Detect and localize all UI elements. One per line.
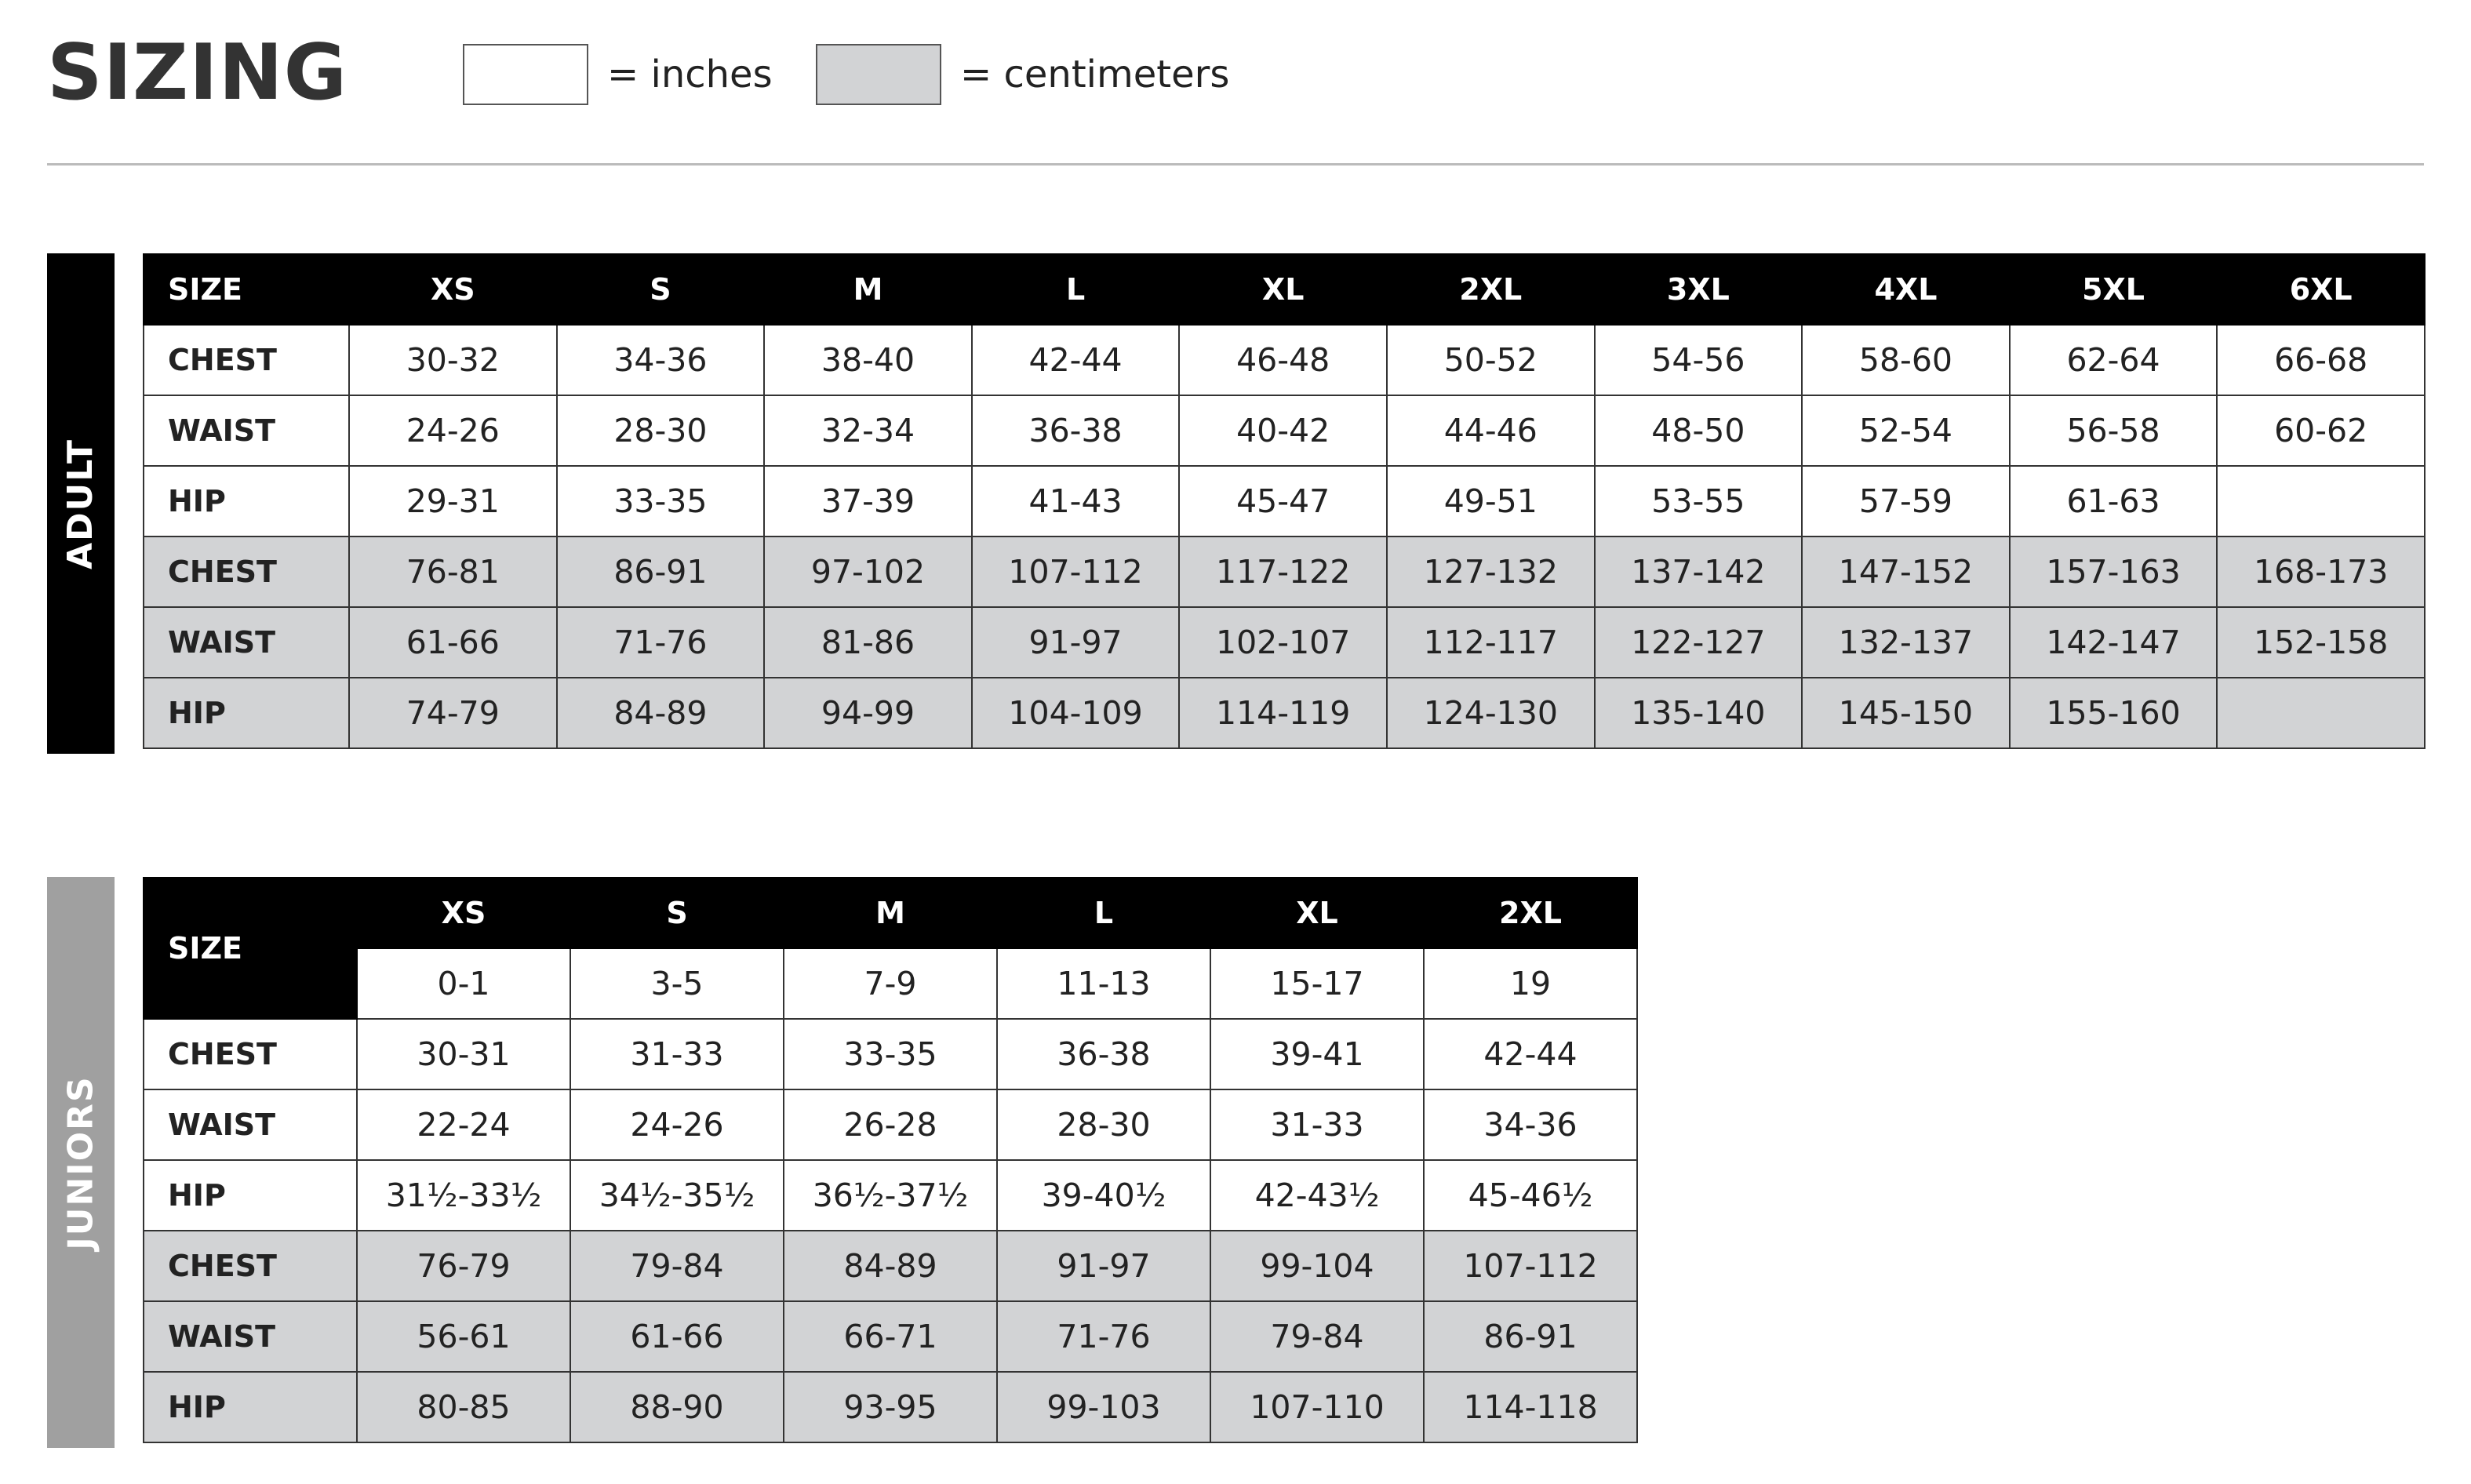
table-cell: 91-97: [997, 1231, 1210, 1301]
adult-size-col: XS: [349, 254, 557, 325]
table-cell: 34½-35½: [570, 1160, 784, 1231]
table-cell: 41-43: [972, 466, 1180, 536]
table-cell: 107-112: [972, 536, 1180, 607]
table-cell: 34-36: [557, 325, 765, 395]
table-cell: 79-84: [1210, 1301, 1424, 1372]
table-cell: 38-40: [764, 325, 972, 395]
adult-inches-waist-row: [144, 395, 2425, 466]
table-cell: 32-34: [764, 395, 972, 466]
row-label: CHEST: [144, 1231, 357, 1301]
juniors-size-col: L: [997, 878, 1210, 948]
table-cell: 24-26: [349, 395, 557, 466]
table-cell: 34-36: [1424, 1089, 1637, 1160]
adult-section-label: ADULT: [60, 438, 101, 569]
table-cell: 42-43½: [1210, 1160, 1424, 1231]
table-cell: 40-42: [1179, 395, 1387, 466]
table-cell: 52-54: [1802, 395, 2010, 466]
numeric-size-cell: 15-17: [1210, 948, 1424, 1019]
table-cell: 33-35: [557, 466, 765, 536]
adult-size-col: XL: [1179, 254, 1387, 325]
table-cell: 81-86: [764, 607, 972, 678]
adult-cm-waist-row: [144, 607, 2425, 678]
table-cell: 28-30: [557, 395, 765, 466]
table-cell: 61-63: [2010, 466, 2218, 536]
table-cell: 71-76: [997, 1301, 1210, 1372]
table-cell: 107-110: [1210, 1372, 1424, 1442]
table-cell: 36-38: [972, 395, 1180, 466]
adult-size-header: SIZE: [144, 254, 349, 325]
juniors-size-col: M: [784, 878, 997, 948]
table-cell: 168-173: [2217, 536, 2425, 607]
page-title: SIZING: [47, 28, 348, 118]
numeric-size-cell: 7-9: [784, 948, 997, 1019]
adult-size-col: 2XL: [1387, 254, 1595, 325]
table-cell: 114-118: [1424, 1372, 1637, 1442]
row-label: CHEST: [144, 1019, 357, 1089]
inches-legend-label: = inches: [607, 53, 773, 96]
table-cell: 45-46½: [1424, 1160, 1637, 1231]
adult-size-table: [143, 253, 2426, 749]
adult-cm-chest-row: [144, 536, 2425, 607]
table-cell: 142-147: [2010, 607, 2218, 678]
table-cell: 33-35: [784, 1019, 997, 1089]
adult-size-col: 6XL: [2217, 254, 2425, 325]
table-cell: 84-89: [557, 678, 765, 748]
table-cell: 147-152: [1802, 536, 2010, 607]
numeric-size-cell: 11-13: [997, 948, 1210, 1019]
row-label: HIP: [144, 678, 349, 748]
table-cell: 99-103: [997, 1372, 1210, 1442]
row-label: WAIST: [144, 1301, 357, 1372]
adult-inches-chest-row: [144, 325, 2425, 395]
table-cell: [2217, 466, 2425, 536]
table-cell: 42-44: [972, 325, 1180, 395]
table-cell: 62-64: [2010, 325, 2218, 395]
header-divider: [47, 163, 2424, 165]
row-label: WAIST: [144, 1089, 357, 1160]
table-cell: 66-71: [784, 1301, 997, 1372]
row-label: WAIST: [144, 607, 349, 678]
juniors-cm-waist-row: [144, 1301, 1637, 1372]
row-label: HIP: [144, 466, 349, 536]
table-cell: 135-140: [1595, 678, 1803, 748]
adult-inches-hip-row: [144, 466, 2425, 536]
table-cell: 31-33: [1210, 1089, 1424, 1160]
table-cell: 28-30: [997, 1089, 1210, 1160]
table-cell: 122-127: [1595, 607, 1803, 678]
juniors-size-col: 2XL: [1424, 878, 1637, 948]
table-cell: 74-79: [349, 678, 557, 748]
juniors-size-col: S: [570, 878, 784, 948]
juniors-cm-hip-row: [144, 1372, 1637, 1442]
table-cell: 54-56: [1595, 325, 1803, 395]
juniors-size-header: SIZE: [144, 878, 357, 1019]
table-cell: 45-47: [1179, 466, 1387, 536]
numeric-size-cell: 0-1: [357, 948, 570, 1019]
juniors-size-col: XS: [357, 878, 570, 948]
table-cell: 107-112: [1424, 1231, 1637, 1301]
table-cell: 39-40½: [997, 1160, 1210, 1231]
table-cell: 157-163: [2010, 536, 2218, 607]
adult-size-col: 4XL: [1802, 254, 2010, 325]
row-label: HIP: [144, 1160, 357, 1231]
table-cell: 88-90: [570, 1372, 784, 1442]
adult-size-col: L: [972, 254, 1180, 325]
table-cell: 104-109: [972, 678, 1180, 748]
centimeters-legend-swatch: [816, 44, 941, 105]
centimeters-legend-label: = centimeters: [960, 53, 1230, 96]
juniors-section-tab: [47, 877, 115, 1448]
table-cell: 132-137: [1802, 607, 2010, 678]
table-cell: 24-26: [570, 1089, 784, 1160]
table-cell: 117-122: [1179, 536, 1387, 607]
table-cell: 124-130: [1387, 678, 1595, 748]
juniors-numeric-size-row: [144, 948, 1637, 1019]
adult-cm-hip-row: [144, 678, 2425, 748]
table-cell: 30-32: [349, 325, 557, 395]
table-cell: 48-50: [1595, 395, 1803, 466]
row-label: WAIST: [144, 395, 349, 466]
table-cell: 114-119: [1179, 678, 1387, 748]
table-cell: 39-41: [1210, 1019, 1424, 1089]
table-cell: 26-28: [784, 1089, 997, 1160]
table-cell: 22-24: [357, 1089, 570, 1160]
table-cell: 102-107: [1179, 607, 1387, 678]
table-cell: 57-59: [1802, 466, 2010, 536]
table-cell: 137-142: [1595, 536, 1803, 607]
table-cell: 53-55: [1595, 466, 1803, 536]
table-cell: 37-39: [764, 466, 972, 536]
juniors-inches-chest-row: [144, 1019, 1637, 1089]
row-label: CHEST: [144, 325, 349, 395]
adult-header-row: [144, 254, 2425, 325]
table-cell: 44-46: [1387, 395, 1595, 466]
numeric-size-cell: 3-5: [570, 948, 784, 1019]
table-cell: 155-160: [2010, 678, 2218, 748]
juniors-cm-chest-row: [144, 1231, 1637, 1301]
table-cell: 56-58: [2010, 395, 2218, 466]
table-cell: 76-81: [349, 536, 557, 607]
table-cell: 80-85: [357, 1372, 570, 1442]
table-cell: 145-150: [1802, 678, 2010, 748]
table-cell: 60-62: [2217, 395, 2425, 466]
table-cell: 127-132: [1387, 536, 1595, 607]
table-cell: 36-38: [997, 1019, 1210, 1089]
table-cell: 79-84: [570, 1231, 784, 1301]
adult-size-col: S: [557, 254, 765, 325]
juniors-section-label: JUNIORS: [60, 1075, 101, 1250]
table-cell: 61-66: [570, 1301, 784, 1372]
juniors-header-row: [144, 878, 1637, 948]
table-cell: 50-52: [1387, 325, 1595, 395]
numeric-size-cell: 19: [1424, 948, 1637, 1019]
table-cell: 61-66: [349, 607, 557, 678]
adult-size-col: 5XL: [2010, 254, 2218, 325]
adult-section-tab: [47, 253, 115, 754]
table-cell: 152-158: [2217, 607, 2425, 678]
table-cell: 94-99: [764, 678, 972, 748]
adult-size-col: M: [764, 254, 972, 325]
row-label: CHEST: [144, 536, 349, 607]
table-cell: 86-91: [557, 536, 765, 607]
juniors-inches-waist-row: [144, 1089, 1637, 1160]
table-cell: 97-102: [764, 536, 972, 607]
table-cell: 93-95: [784, 1372, 997, 1442]
inches-legend-swatch: [463, 44, 588, 105]
table-cell: 86-91: [1424, 1301, 1637, 1372]
table-cell: 31-33: [570, 1019, 784, 1089]
table-cell: 91-97: [972, 607, 1180, 678]
table-cell: 42-44: [1424, 1019, 1637, 1089]
juniors-size-table: [143, 877, 1638, 1443]
juniors-inches-hip-row: [144, 1160, 1637, 1231]
adult-size-col: 3XL: [1595, 254, 1803, 325]
table-cell: 31½-33½: [357, 1160, 570, 1231]
table-cell: 30-31: [357, 1019, 570, 1089]
table-cell: [2217, 678, 2425, 748]
table-cell: 29-31: [349, 466, 557, 536]
table-cell: 84-89: [784, 1231, 997, 1301]
table-cell: 99-104: [1210, 1231, 1424, 1301]
table-cell: 49-51: [1387, 466, 1595, 536]
table-cell: 46-48: [1179, 325, 1387, 395]
table-cell: 56-61: [357, 1301, 570, 1372]
table-cell: 112-117: [1387, 607, 1595, 678]
table-cell: 71-76: [557, 607, 765, 678]
table-cell: 36½-37½: [784, 1160, 997, 1231]
table-cell: 58-60: [1802, 325, 2010, 395]
table-cell: 76-79: [357, 1231, 570, 1301]
juniors-size-col: XL: [1210, 878, 1424, 948]
table-cell: 66-68: [2217, 325, 2425, 395]
row-label: HIP: [144, 1372, 357, 1442]
